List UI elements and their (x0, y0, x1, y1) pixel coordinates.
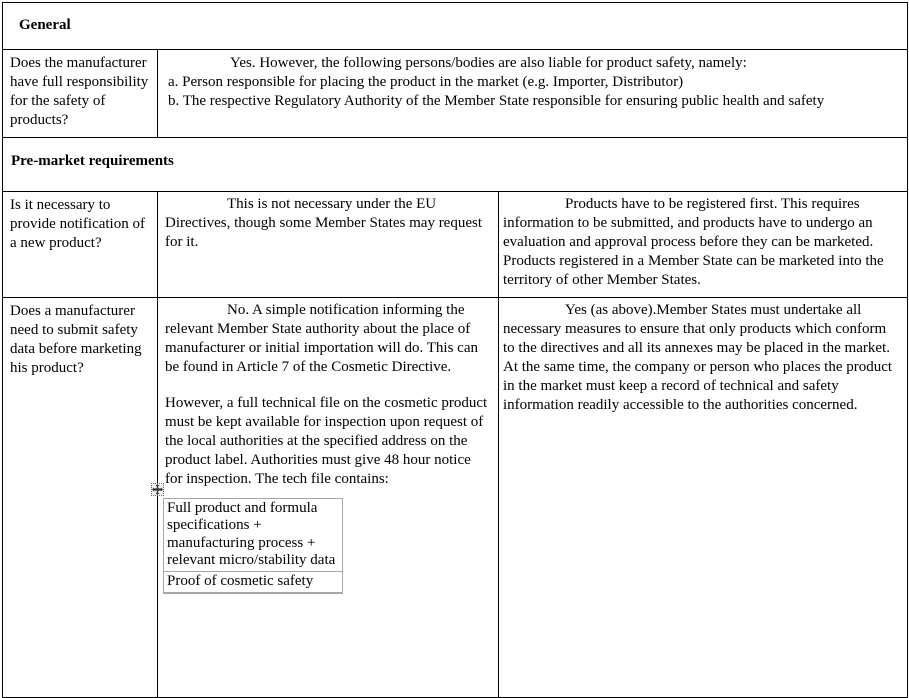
tech-file-item: Full product and formula specifications + manufacturing process + relevant micro/stability data (164, 499, 342, 572)
answer-safety-data-eu-p1: No. A simple notification informing the relevant Member State authority about the place of manufacturer or initial importation will do. This can be found in Article 7 of the Cosmetic Directive. (165, 302, 478, 375)
comparison-table (2, 2, 908, 698)
table-row (3, 50, 908, 138)
answer-notification-eu: This is not necessary under the EU Directives, though some Member States may request for it. (165, 196, 483, 250)
answer-safety-data-other: Yes (as above).Member States must undertake all necessary measures to ensure that only products which conform to the directives and all its annexes may be placed in the market. At the same time, the company or person who places the product in the market must keep a record of technical and safety information readily accessible to the authorities concerned. (503, 302, 893, 413)
answer-cell-notification-other (499, 192, 908, 298)
table-row (3, 192, 908, 298)
section-row-general (3, 3, 908, 50)
table-move-handle-icon[interactable] (151, 483, 164, 496)
question-cell-safety-data: Does a manufacturer need to submit safety data before marketing his product? (3, 298, 158, 698)
section-header-premarket: Pre-market requirements (3, 138, 908, 192)
question-cell-notification: Is it necessary to provide notification of a new product? (3, 192, 158, 298)
answer-cell-responsibility (158, 50, 908, 138)
answer-cell-notification-eu (158, 192, 499, 298)
answer-cell-safety-data-other (499, 298, 908, 698)
answer-item-a: a. Person responsible for placing the product in the market (e.g. Importer, Distributor) (168, 74, 684, 90)
answer-item-b: b. The respective Regulatory Authority of the Member State responsible for ensuring public health and safety (168, 93, 825, 109)
tech-file-subtable-wrap (165, 498, 490, 594)
answer-notification-other: Products have to be registered first. This requires information to be submitted, and products have to undergo an evaluation and approval process before they can be marketed. Products registered in a Member State can be marketed into the territory of other Member States. (503, 196, 884, 288)
answer-safety-data-eu-p2: However, a full technical file on the cosmetic product must be kept available for inspection upon request of the local authorities at the specified address on the product label. Authorities must give 48 hour notice for inspection. The tech file contains: (165, 395, 488, 487)
table-row (3, 298, 908, 698)
section-row-premarket (3, 138, 908, 192)
tech-file-subtable (163, 498, 343, 594)
section-header-general: General (3, 3, 908, 50)
answer-intro: Yes. However, the following persons/bodies are also liable for product safety, namely: (230, 55, 747, 71)
answer-cell-safety-data-eu (158, 298, 499, 698)
tech-file-item: Proof of cosmetic safety (164, 572, 342, 593)
four-way-arrow-icon (152, 484, 163, 495)
question-cell-responsibility: Does the manufacturer have full responsibility for the safety of products? (3, 50, 158, 138)
